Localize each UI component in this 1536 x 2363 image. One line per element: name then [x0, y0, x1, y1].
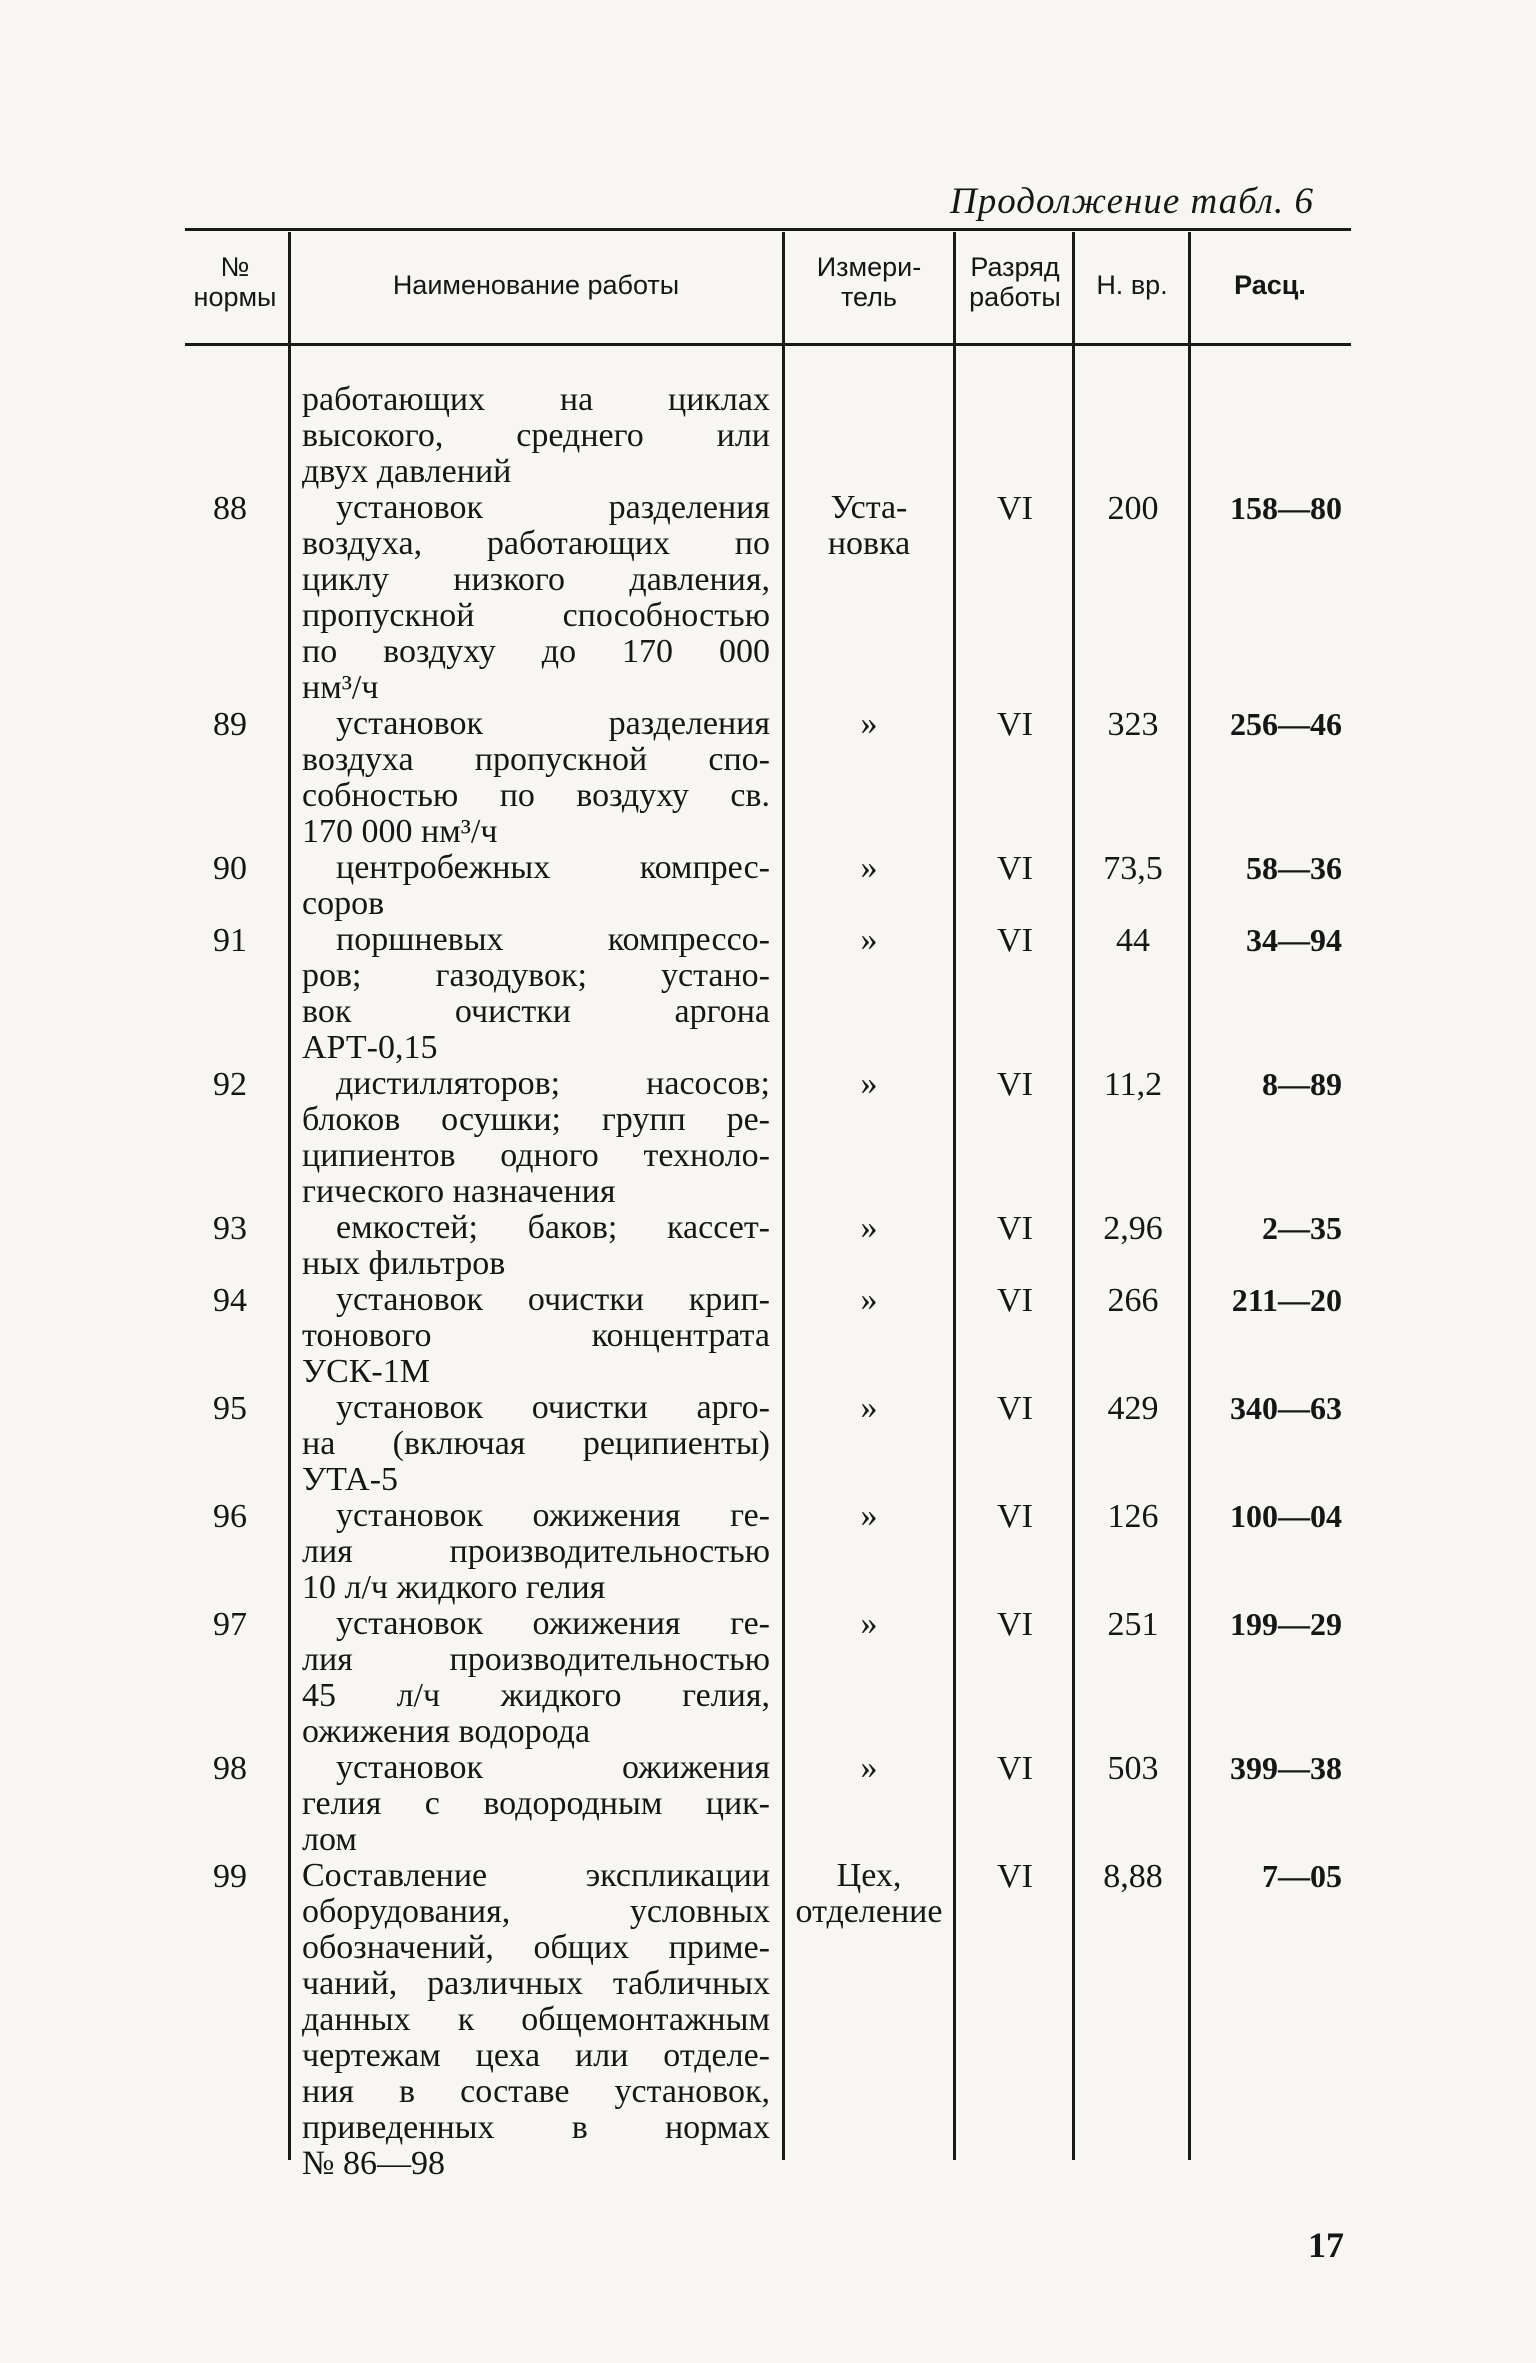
row-unit [786, 1210, 952, 1246]
row-unit-line: новка [827, 525, 911, 562]
row-name-line: установок очистки арго- [336, 1389, 770, 1426]
row-name [302, 1282, 770, 1390]
row-unit-line: Уста- [830, 489, 908, 526]
column-divider [782, 232, 785, 2160]
row-name-line: АРТ-0,15 [302, 1029, 438, 1066]
row-name-line: поршневых компрессо- [336, 921, 770, 958]
row-unit [786, 1750, 952, 1786]
row-name-line: УТА-5 [302, 1461, 399, 1498]
row-name [302, 1210, 770, 1282]
row-name [302, 1606, 770, 1750]
row-hours: 429 [1107, 1390, 1159, 1427]
column-divider [953, 232, 956, 2160]
row-name-line: Составление экспликации [302, 1857, 770, 1894]
row-unit [786, 490, 952, 562]
intro-line: двух давлений [302, 453, 512, 490]
header-unit-line: Измери- [816, 252, 922, 282]
row-unit-line: » [860, 1497, 878, 1534]
row-name-line: лия производительностью [302, 1641, 770, 1678]
row-rate: 8—89 [1262, 1066, 1342, 1102]
row-grade: VI [997, 1066, 1033, 1103]
row-name [302, 1858, 770, 2182]
row-hours: 251 [1107, 1606, 1159, 1643]
row-rate: 7—05 [1262, 1858, 1342, 1894]
row-unit-line: » [860, 1389, 878, 1426]
row-hours: 323 [1107, 706, 1159, 743]
row-rate: 256—46 [1230, 706, 1342, 742]
row-name-line: лом [302, 1821, 357, 1858]
row-unit-line: » [860, 1281, 878, 1318]
row-grade: VI [997, 706, 1033, 743]
row-name-line: гического назначения [302, 1173, 616, 1210]
row-name-line: нм³/ч [302, 669, 379, 706]
row-grade: VI [997, 1390, 1033, 1427]
row-grade: VI [997, 1210, 1033, 1247]
row-hours: 11,2 [1103, 1066, 1163, 1103]
row-hours: 200 [1107, 490, 1159, 527]
column-divider [288, 232, 291, 2160]
row-name-line: установок ожижения [336, 1749, 770, 1786]
row-name-line: данных к общемонтажным [302, 2001, 770, 2038]
page-number: 17 [1308, 2225, 1344, 2265]
row-number: 95 [213, 1390, 247, 1427]
row-name-line: ципиентов одного техноло- [302, 1137, 770, 1174]
row-name-line: установок разделения [336, 489, 770, 526]
row-rate: 100—04 [1230, 1498, 1342, 1534]
row-name [302, 1066, 770, 1210]
row-name-line: на (включая реципиенты) [302, 1425, 770, 1462]
row-name [302, 490, 770, 706]
row-rate: 399—38 [1230, 1750, 1342, 1786]
table-header-rule [185, 343, 1351, 346]
row-rate: 2—35 [1262, 1210, 1342, 1246]
row-grade: VI [997, 1750, 1033, 1787]
intro-line: высокого, среднего или [302, 417, 770, 454]
row-name-line: лия производительностью [302, 1533, 770, 1570]
row-unit-line: » [860, 705, 878, 742]
row-grade: VI [997, 1498, 1033, 1535]
row-name-line: приведенных в нормах [302, 2109, 770, 2146]
row-hours: 2,96 [1103, 1210, 1163, 1247]
row-name-line: УСК-1М [302, 1353, 430, 1390]
row-grade: VI [997, 1282, 1033, 1319]
row-number: 92 [213, 1066, 247, 1103]
row-name-line: воздуха, работающих по [302, 525, 770, 562]
row-hours: 8,88 [1103, 1858, 1163, 1895]
row-unit-line: » [860, 1065, 878, 1102]
row-name-line: воздуха пропускной спо- [302, 741, 770, 778]
row-name-line: вок очистки аргона [302, 993, 770, 1030]
row-name-line: 170 000 нм³/ч [302, 813, 498, 850]
row-name-line: соров [302, 885, 385, 922]
row-name [302, 850, 770, 922]
row-grade: VI [997, 1606, 1033, 1643]
row-name-line: гелия с водородным цик- [302, 1785, 770, 1822]
row-name-line: дистилляторов; насосов; [336, 1065, 770, 1102]
row-name [302, 1498, 770, 1606]
row-unit-line: » [860, 1749, 878, 1786]
row-name-line: 45 л/ч жидкого гелия, [302, 1677, 770, 1714]
row-name-line: собностью по воздуху св. [302, 777, 770, 814]
row-unit [786, 922, 952, 958]
row-rate: 158—80 [1230, 490, 1342, 526]
row-rate: 58—36 [1246, 850, 1342, 886]
header-number [185, 252, 285, 312]
row-name-line: установок ожижения ге- [336, 1605, 770, 1642]
row-unit-line: отделение [795, 1893, 943, 1930]
row-name-line: 10 л/ч жидкого гелия [302, 1569, 606, 1606]
row-rate: 340—63 [1230, 1390, 1342, 1426]
header-number-line: № [220, 252, 250, 282]
row-number: 94 [213, 1282, 247, 1319]
row-number: 97 [213, 1606, 247, 1643]
row-hours: 73,5 [1103, 850, 1163, 887]
row-unit-line: » [860, 1209, 878, 1246]
row-number: 91 [213, 922, 247, 959]
row-number: 90 [213, 850, 247, 887]
row-name-line: ния в составе установок, [302, 2073, 770, 2110]
row-name-line: циклу низкого давления, [302, 561, 770, 598]
row-unit [786, 706, 952, 742]
row-name-line: чертежам цеха или отделе- [302, 2037, 770, 2074]
column-divider [1188, 232, 1191, 2160]
header-grade [958, 252, 1072, 312]
row-grade: VI [997, 850, 1033, 887]
row-unit [786, 1498, 952, 1534]
row-grade: VI [997, 490, 1033, 527]
row-name-line: ных фильтров [302, 1245, 506, 1282]
row-name [302, 1390, 770, 1498]
column-divider [1072, 232, 1075, 2160]
row-name-line: установок ожижения ге- [336, 1497, 770, 1534]
row-number: 93 [213, 1210, 247, 1247]
row-name-line: ожижения водорода [302, 1713, 591, 1750]
row-name-line: ров; газодувок; устано- [302, 957, 770, 994]
header-grade-line: Разряд [970, 252, 1060, 282]
row-name-line: пропускной способностью [302, 597, 770, 634]
row-unit-line: » [860, 849, 878, 886]
header-hours: Н. вр. [1096, 270, 1168, 300]
row-rate: 199—29 [1230, 1606, 1342, 1642]
row-number: 98 [213, 1750, 247, 1787]
header-name: Наименование работы [392, 270, 680, 300]
row-grade: VI [997, 922, 1033, 959]
header-unit [786, 252, 952, 312]
row-name-line: оборудования, условных [302, 1893, 770, 1930]
row-number: 88 [213, 490, 247, 527]
header-number-line: нормы [193, 282, 277, 312]
row-rate: 211—20 [1231, 1282, 1342, 1318]
header-unit-line: тель [840, 282, 897, 312]
row-number: 99 [213, 1858, 247, 1895]
table-top-rule [185, 228, 1351, 231]
row-name [302, 706, 770, 850]
row-name-line: центробежных компрес- [336, 849, 770, 886]
table-caption: Продолжение табл. 6 [950, 181, 1315, 222]
row-name-line: установок очистки крип- [336, 1281, 770, 1318]
row-unit [786, 1390, 952, 1426]
row-unit-line: » [860, 921, 878, 958]
row-hours: 503 [1107, 1750, 1159, 1787]
header-rate: Расц. [1234, 270, 1306, 300]
row-number: 96 [213, 1498, 247, 1535]
row-name-line: № 86—98 [302, 2145, 445, 2182]
row-name-line: блоков осушки; групп ре- [302, 1101, 770, 1138]
row-unit [786, 850, 952, 886]
row-name-line: чаний, различных табличных [302, 1965, 770, 2002]
row-name-line: емкостей; баков; кассет- [336, 1209, 770, 1246]
row-unit [786, 1282, 952, 1318]
intro-line: работающих на циклах [302, 381, 770, 418]
row-name-line: тонового концентрата [302, 1317, 770, 1354]
row-name-line: по воздуху до 170 000 [302, 633, 770, 670]
row-rate: 34—94 [1246, 922, 1342, 958]
intro-text [302, 382, 770, 490]
row-name [302, 1750, 770, 1858]
row-unit [786, 1858, 952, 1930]
header-grade-line: работы [969, 282, 1061, 312]
row-hours: 44 [1116, 922, 1150, 959]
row-unit-line: » [860, 1605, 878, 1642]
row-grade: VI [997, 1858, 1033, 1895]
row-hours: 126 [1107, 1498, 1159, 1535]
row-unit [786, 1066, 952, 1102]
row-name-line: установок разделения [336, 705, 770, 742]
row-hours: 266 [1107, 1282, 1159, 1319]
row-name [302, 922, 770, 1066]
row-unit [786, 1606, 952, 1642]
row-number: 89 [213, 706, 247, 743]
row-name-line: обозначений, общих приме- [302, 1929, 770, 1966]
row-unit-line: Цех, [836, 1857, 902, 1894]
